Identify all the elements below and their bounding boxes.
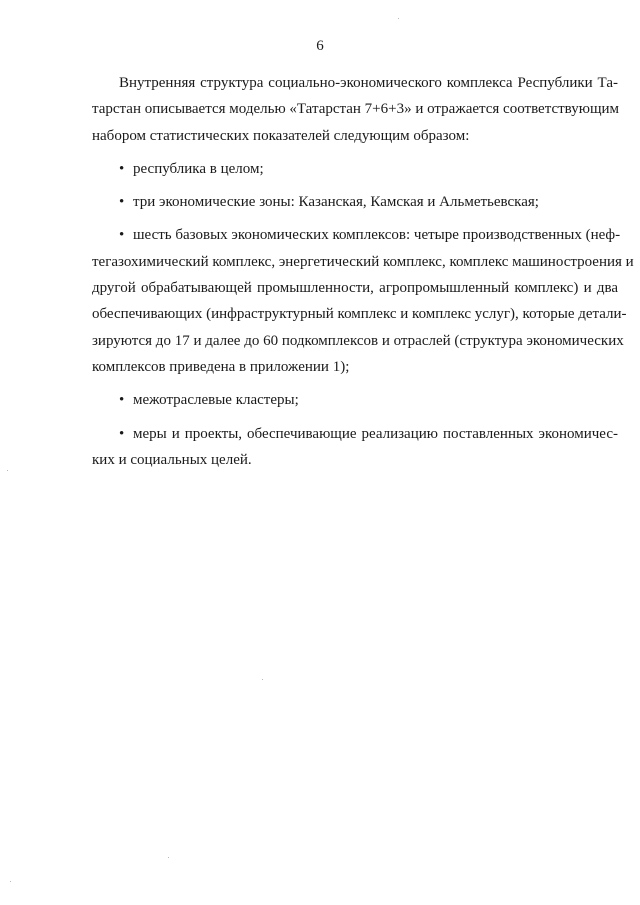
bullet-line: обеспечивающих (инфраструктурный комплекс и комплекс услуг), которые детали- — [92, 306, 627, 323]
bullet-item — [92, 421, 618, 474]
bullet-item — [92, 222, 634, 380]
bullet-text: республика в целом; — [133, 160, 264, 177]
bullet-line — [92, 222, 621, 248]
bullet-text: шесть базовых экономических комплексов: четыре производственных (неф- — [133, 227, 621, 244]
bullet-marker: • — [119, 392, 125, 409]
bullet-line: зируются до 17 и далее до 60 подкомплексов и отраслей (структура экономических — [92, 332, 624, 349]
intro-line: набором статистических показателей следующим образом: — [92, 127, 470, 144]
bullet-text: три экономические зоны: Казанская, Камская и Альметьевская; — [133, 194, 539, 211]
bullet-item — [92, 387, 618, 413]
bullet-text: межотраслевые кластеры; — [133, 392, 299, 409]
bullet-line — [92, 421, 618, 447]
bullet-line — [92, 156, 618, 182]
bullet-item — [92, 189, 618, 215]
scan-speck — [7, 470, 8, 471]
bullet-marker: • — [119, 227, 125, 244]
scan-speck — [10, 881, 11, 882]
bullet-text: меры и проекты, обеспечивающие реализацию поставленных экономичес- — [133, 425, 618, 442]
bullet-line — [92, 387, 618, 413]
bullet-line: тегазохимический комплекс, энергетический комплекс, комплекс машиностроения и — [92, 253, 634, 270]
bullet-line: комплексов приведена в приложении 1); — [92, 358, 350, 375]
intro-line: тарстан описывается моделью «Татарстан 7+6+3» и отражается соответствующим — [92, 101, 620, 118]
bullet-marker: • — [119, 194, 125, 211]
scan-speck — [398, 18, 399, 19]
bullet-item — [92, 156, 618, 182]
bullet-line: ких и социальных целей. — [92, 451, 252, 468]
bullet-marker: • — [119, 425, 125, 442]
bullet-line: другой обрабатывающей промышленности, агропромышленный комплекс) и два — [92, 280, 618, 297]
bullet-line — [92, 189, 618, 215]
bullet-marker: • — [119, 160, 125, 177]
page-number: 6 — [316, 38, 324, 54]
intro-paragraph — [92, 70, 618, 149]
scan-speck — [168, 857, 169, 858]
document-body — [92, 70, 634, 473]
intro-line: Внутренняя структура социально-экономического комплекса Республики Та- — [119, 75, 618, 91]
scan-speck — [262, 679, 263, 680]
